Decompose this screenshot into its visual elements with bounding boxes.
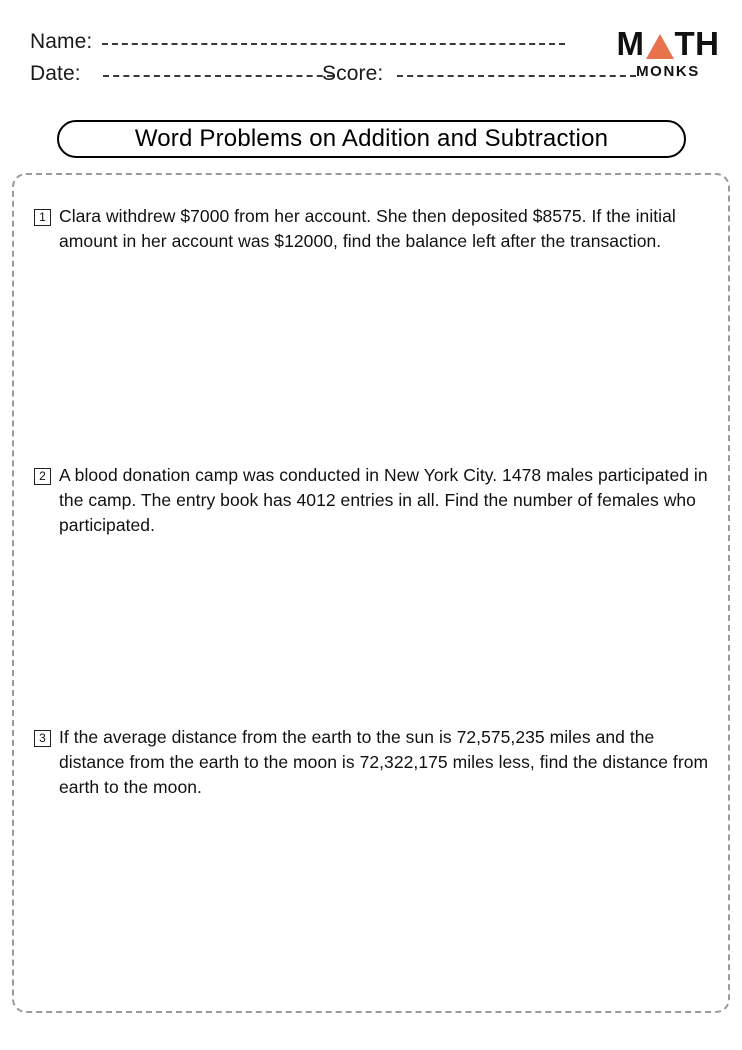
date-label: Date: xyxy=(30,62,81,85)
name-input-line[interactable] xyxy=(102,43,565,45)
score-input-line[interactable] xyxy=(397,75,636,77)
name-field-row xyxy=(30,30,565,54)
problem-text: Clara withdrew $7000 from her account. She then deposited $8575. If the initial amount in her account was $12000, find the balance left after the transaction. xyxy=(59,206,676,251)
score-label: Score: xyxy=(322,62,384,85)
page-title: Word Problems on Addition and Subtraction xyxy=(134,125,609,152)
problem-item xyxy=(34,725,712,800)
name-label: Name: xyxy=(30,30,93,53)
problem-text: If the average distance from the earth to the sun is 72,575,235 miles and the distance from the earth to the moon is 72,322,175 miles less, find the distance from earth to the moon. xyxy=(59,727,709,797)
problem-number: 2 xyxy=(34,468,51,485)
problem-item xyxy=(34,463,712,538)
worksheet-header xyxy=(0,0,742,110)
logo-subtitle: MONKS xyxy=(636,63,700,80)
date-input-line[interactable] xyxy=(103,75,333,77)
score-field-row xyxy=(322,62,636,86)
logo-letter-m: M xyxy=(616,25,645,62)
worksheet-title-banner xyxy=(57,120,686,158)
problem-text: A blood donation camp was conducted in New York City. 1478 males participated in the camp. The entry book has 4012 entries in all. Find the number of females who participated. xyxy=(59,465,708,535)
problem-number: 1 xyxy=(34,209,51,226)
date-field-row xyxy=(30,62,333,86)
math-monks-logo xyxy=(612,26,724,79)
logo-wordmark xyxy=(612,26,724,60)
triangle-a-glyph-icon xyxy=(646,34,674,59)
problem-item xyxy=(34,204,712,254)
problem-number: 3 xyxy=(34,730,51,747)
problems-panel xyxy=(12,173,730,1013)
logo-letters-th: TH xyxy=(674,25,720,62)
